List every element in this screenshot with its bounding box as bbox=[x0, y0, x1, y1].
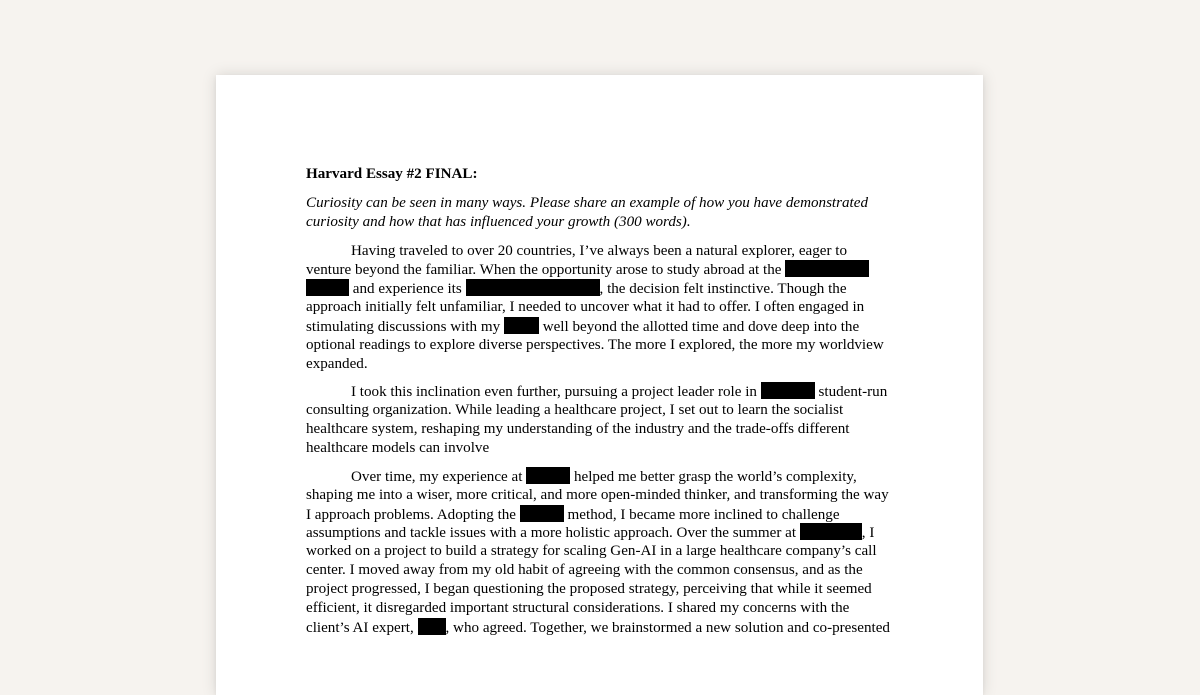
redaction-bar bbox=[800, 523, 862, 540]
text-line bbox=[306, 618, 892, 637]
text-segment: helped me better grasp the world’s complexity, bbox=[570, 468, 857, 485]
paragraph-3 bbox=[306, 467, 892, 637]
text-line bbox=[306, 439, 892, 458]
redaction-bar bbox=[761, 382, 815, 399]
text-segment: student-run bbox=[814, 384, 888, 401]
text-line bbox=[306, 336, 892, 355]
text-segment: optional readings to explore diverse perspectives. The more I explored, the more my worldview bbox=[306, 336, 884, 353]
essay-body bbox=[306, 165, 892, 645]
text-segment: assumptions and tackle issues with a more holistic approach. Over the summer at bbox=[306, 525, 800, 542]
text-line bbox=[306, 467, 892, 486]
text-segment: stimulating discussions with my bbox=[306, 318, 504, 335]
text-line bbox=[306, 599, 892, 618]
text-line bbox=[306, 523, 892, 542]
redaction-bar bbox=[418, 618, 446, 635]
text-line bbox=[306, 401, 892, 420]
text-line bbox=[306, 561, 892, 580]
prompt-line: curiosity and how that has influenced your growth (300 words). bbox=[306, 213, 691, 230]
redaction-bar bbox=[466, 279, 600, 296]
text-segment: method, I became more inclined to challenge bbox=[563, 506, 840, 523]
essay-prompt bbox=[306, 194, 892, 232]
text-segment: I took this inclination even further, pursuing a project leader role in bbox=[351, 384, 761, 401]
text-segment: client’s AI expert, bbox=[306, 619, 418, 636]
paragraph-2 bbox=[306, 382, 892, 457]
text-segment: Over time, my experience at bbox=[351, 468, 527, 485]
text-segment: efficient, it disregarded important structural considerations. I shared my concerns with the bbox=[306, 599, 850, 616]
text-segment: venture beyond the familiar. When the opportunity arose to study abroad at the bbox=[306, 262, 786, 279]
text-segment: , the decision felt instinctive. Though the bbox=[599, 281, 847, 298]
text-line bbox=[306, 542, 892, 561]
redaction-bar bbox=[785, 260, 869, 277]
text-line bbox=[306, 355, 892, 374]
text-segment: center. I moved away from my old habit of agreeing with the common consensus, and as the bbox=[306, 562, 863, 579]
text-line bbox=[306, 317, 892, 336]
text-line bbox=[306, 505, 892, 524]
text-line bbox=[306, 242, 892, 261]
text-line bbox=[306, 420, 892, 439]
text-line bbox=[306, 279, 892, 298]
text-line bbox=[306, 298, 892, 317]
redaction-bar bbox=[520, 505, 564, 522]
redaction-bar bbox=[504, 317, 539, 334]
text-segment: healthcare system, reshaping my understanding of the industry and the trade-offs different bbox=[306, 421, 850, 438]
text-segment: , I bbox=[861, 525, 875, 542]
text-line bbox=[306, 486, 892, 505]
text-segment: Having traveled to over 20 countries, I’ve always been a natural explorer, eager to bbox=[351, 242, 848, 259]
text-segment: well beyond the allotted time and dove deep into the bbox=[538, 318, 860, 335]
text-segment: , who agreed. Together, we brainstormed a new solution and co-presented bbox=[445, 619, 890, 636]
text-segment: approach initially felt unfamiliar, I needed to uncover what it had to offer. I often engaged in bbox=[306, 299, 865, 316]
text-segment: project progressed, I began questioning the proposed strategy, perceiving that while it seemed bbox=[306, 580, 872, 597]
text-segment: worked on a project to build a strategy for scaling Gen-AI in a large healthcare company’s call bbox=[306, 543, 877, 560]
text-segment: shaping me into a wiser, more critical, and more open-minded thinker, and transforming the way bbox=[306, 486, 889, 503]
text-segment: expanded. bbox=[306, 355, 368, 372]
text-line bbox=[306, 260, 892, 279]
redaction-bar bbox=[526, 467, 570, 484]
text-line bbox=[306, 580, 892, 599]
paragraph-1 bbox=[306, 242, 892, 374]
document-page bbox=[216, 75, 983, 695]
prompt-line: Curiosity can be seen in many ways. Please share an example of how you have demonstrated bbox=[306, 194, 868, 211]
text-segment: healthcare models can involve bbox=[306, 439, 490, 456]
text-segment: and experience its bbox=[349, 281, 466, 298]
text-line bbox=[306, 382, 892, 401]
essay-title: Harvard Essay #2 FINAL: bbox=[306, 166, 478, 182]
text-segment: I approach problems. Adopting the bbox=[306, 506, 520, 523]
redaction-bar bbox=[306, 279, 349, 296]
text-segment: consulting organization. While leading a healthcare project, I set out to learn the socialist bbox=[306, 402, 844, 419]
